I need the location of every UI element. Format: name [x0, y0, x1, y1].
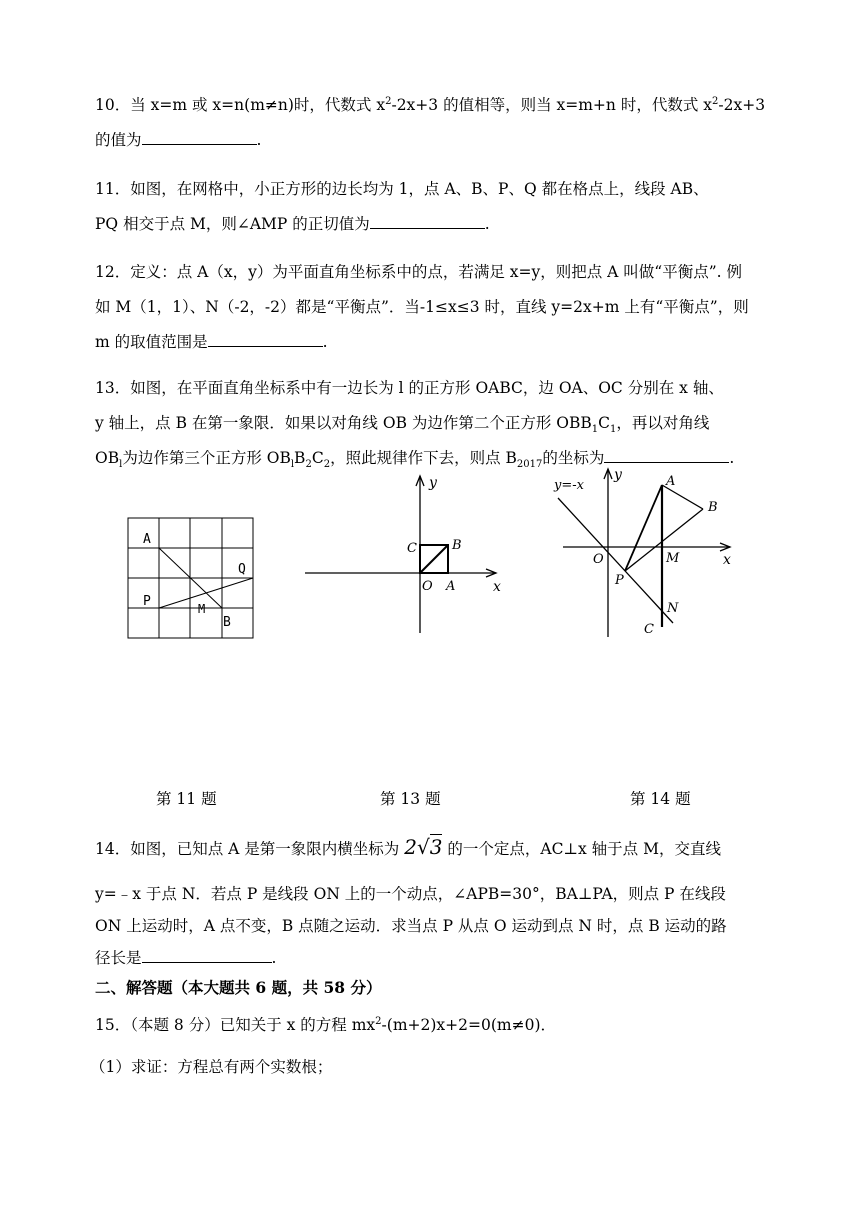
- caption-fig-14: 第 14 题: [630, 790, 691, 808]
- answer-blank: [142, 126, 257, 145]
- label-p: P: [143, 594, 151, 609]
- label-b: B: [223, 615, 231, 630]
- label-n: N: [667, 601, 679, 616]
- label-b: B: [708, 500, 718, 515]
- label-b: B: [452, 538, 462, 553]
- diagonal-ob: [420, 545, 448, 573]
- label-m: M: [666, 551, 680, 566]
- question-13: 13．如图，在平面直角坐标系中有一边长为 l 的正方形 OABC，边 OA、OC 分别在 x 轴、 y 轴上，点 B 在第一象限．如果以对角线 OB 为边作第二个正方形 $OBB_1C_1$，再以对角线 $OB_l$为边作第三个正方形 $OB_lB_2C_2$，照此规律作下去，则点 $B_{2017}$的坐标为 .: [95, 379, 735, 471]
- question-14: 14．如图，已知点 A 是第一象限内横坐标为 2√3 的一个定点，AC⊥x 轴于点 M，交直线: [95, 835, 721, 859]
- section-heading: 二、解答题（本大题共 6 题，共 58 分）: [95, 978, 382, 997]
- answer-blank: [604, 444, 729, 463]
- label-y-eq-neg-x: y=-x: [554, 478, 584, 493]
- label-o: O: [593, 552, 604, 567]
- answer-blank: [208, 328, 323, 347]
- label-q: Q: [238, 562, 246, 577]
- figure-11-grid: [125, 515, 260, 645]
- answer-blank: [370, 210, 485, 229]
- figure-13-axes: [300, 470, 510, 640]
- question-14-cont: y=﹣x 于点 N．若点 P 是线段 ON 上的一个动点，∠APB=30°，BA⊥PA，则点 P 在线段 ON 上运动时，A 点不变，B 点随之运动．求当点 P 从点 O 运动到点 N 时，点 B 运动的路 径长是 .: [95, 885, 727, 967]
- label-c: C: [407, 541, 417, 556]
- label-y: y: [614, 467, 622, 483]
- label-y: y: [429, 475, 437, 491]
- question-11: 11．如图，在网格中，小正方形的边长均为 1，点 A、B、P、Q 都在格点上，线段 AB、 PQ 相交于点 M，则∠AMP 的正切值为 .: [95, 180, 709, 233]
- math-2-sqrt-3: 2√3: [404, 835, 443, 859]
- question-15: 15．（本题 8 分）已知关于 x 的方程 $mx^2-(m+2)x+2=0(m\ne 0)$．: [95, 1015, 556, 1034]
- label-x: x: [493, 579, 501, 595]
- segment-ap: [625, 485, 662, 571]
- answer-blank: [142, 944, 272, 963]
- question-10: 10．当 x=m 或 x=n(m≠n)时，代数式 $x^2-2x+3$ 的值相等，则当 x=m+n 时，代数式 $x^2-2x+3$ 的值为 .: [95, 95, 766, 149]
- label-a: A: [143, 532, 151, 547]
- question-12: 12．定义：点 A（x，y）为平面直角坐标系中的点，若满足 x=y，则把点 A 叫做“平衡点”. 例 如 M（1，1）、N（-2，-2）都是“平衡点”．当-1≤x≤3 时，直线 y=2x+m 上有“平衡点”，则 m 的取值范围是 .: [95, 263, 749, 351]
- label-o: O: [422, 579, 433, 594]
- segment-pq: [159, 578, 253, 608]
- line-y-eq-neg-x: [558, 498, 673, 623]
- label-x: x: [723, 552, 731, 568]
- label-m: M: [198, 602, 206, 616]
- label-a: A: [446, 579, 456, 594]
- segment-pb: [625, 509, 703, 571]
- caption-fig-11: 第 11 题: [156, 790, 217, 808]
- figure-14-axes: [548, 465, 748, 640]
- label-a: A: [666, 474, 676, 489]
- caption-fig-13: 第 13 题: [380, 790, 441, 808]
- label-p: P: [615, 573, 624, 588]
- label-c: C: [644, 622, 654, 637]
- question-15-part-1: （1）求证：方程总有两个实数根；: [90, 1058, 333, 1076]
